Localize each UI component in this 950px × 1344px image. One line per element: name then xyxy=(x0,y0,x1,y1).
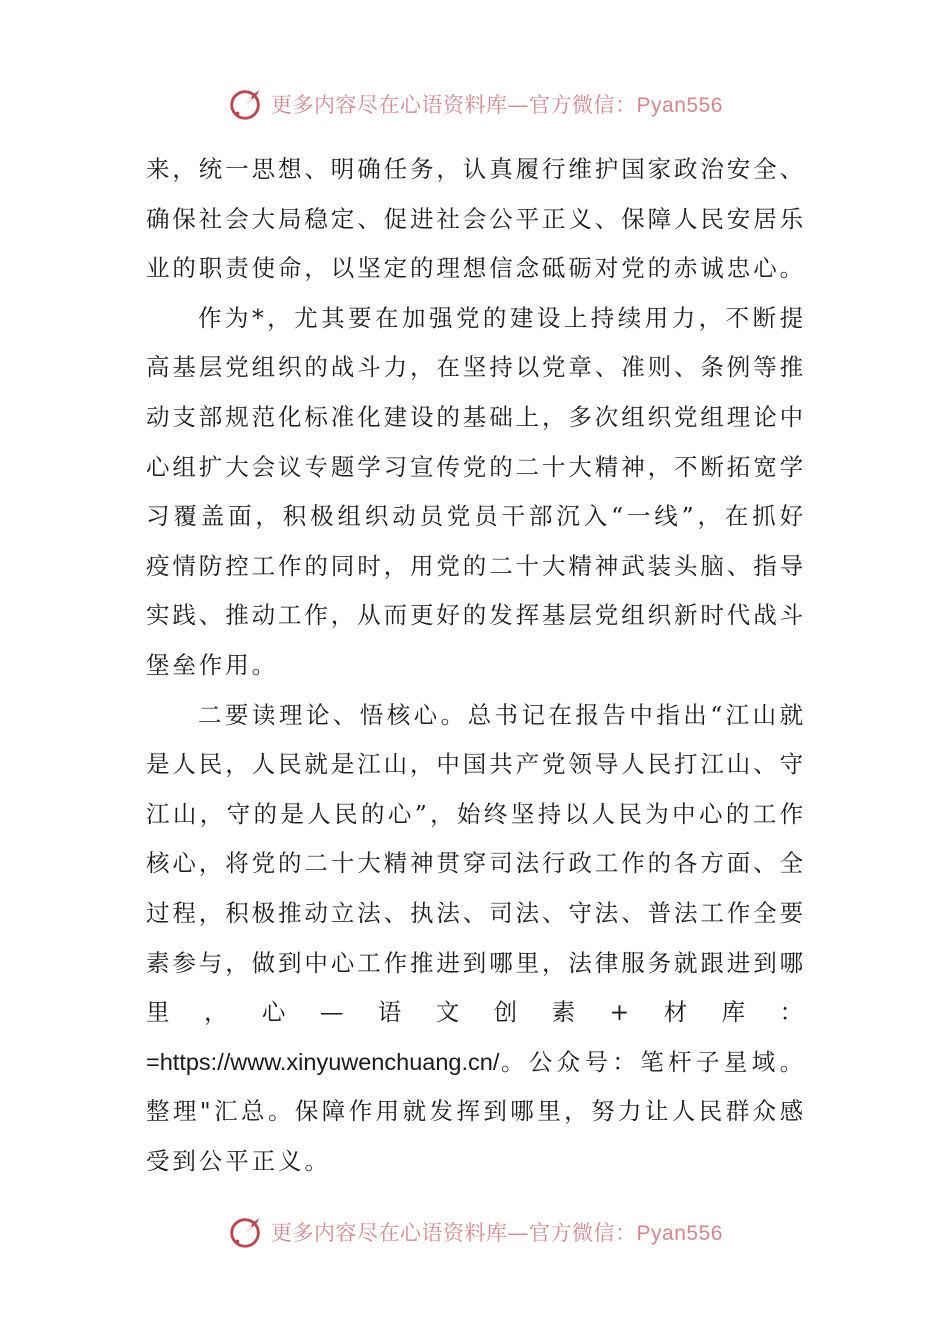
quill-logo-icon xyxy=(227,1213,265,1251)
paragraph-3: 二要读理论、悟核心。总书记在报告中指出“江山就是人民，人民就是江山，中国共产党领导人民打江山、守江山，守的是人民的心”，始终坚持以人民为中心的工作核心，将党的二十大精神贯穿司法行政工作的各方面、全过程，积极推动立法、执法、司法、守法、普法工作全要素参与，做到中心工作推进到哪里，法律服务就跟进到哪里，心—语文创素+材库：=https://www.xinyuwenchuang.cn/。公众号：笔杆子星域。整理"汇总。保障作用就发挥到哪里，努力让人民群众感受到公平正义。 xyxy=(146,700,806,1175)
footer-banner xyxy=(0,1210,950,1254)
document-body xyxy=(146,145,806,1186)
website-link[interactable]: =https://www.xinyuwenchuang.cn/ xyxy=(146,1048,500,1075)
quill-logo-icon xyxy=(227,85,265,123)
footer-banner-text: 更多内容尽在心语资料库—官方微信：Pyan556 xyxy=(271,1221,723,1245)
paragraph-1: 来，统一思想、明确任务，认真履行维护国家政治安全、确保社会大局稳定、促进社会公平正义、保障人民安居乐业的职责使命，以坚定的理想信念砥砺对党的赤诚忠心。 xyxy=(146,155,806,283)
header-banner xyxy=(0,82,950,126)
paragraph-2: 作为*，尤其要在加强党的建设上持续用力，不断提高基层党组织的战斗力，在坚持以党章、准则、条例等推动支部规范化标准化建设的基础上，多次组织党组理论中心组扩大会议专题学习宣传党的二十大精神，不断拓宽学习覆盖面，积极组织动员党员干部沉入“一线”，在抓好疫情防控工作的同时，用党的二十大精神武装头脑、指导实践、推动工作，从而更好的发挥基层党组织新时代战斗堡垒作用。 xyxy=(146,303,806,679)
header-banner-text: 更多内容尽在心语资料库—官方微信：Pyan556 xyxy=(271,93,723,117)
